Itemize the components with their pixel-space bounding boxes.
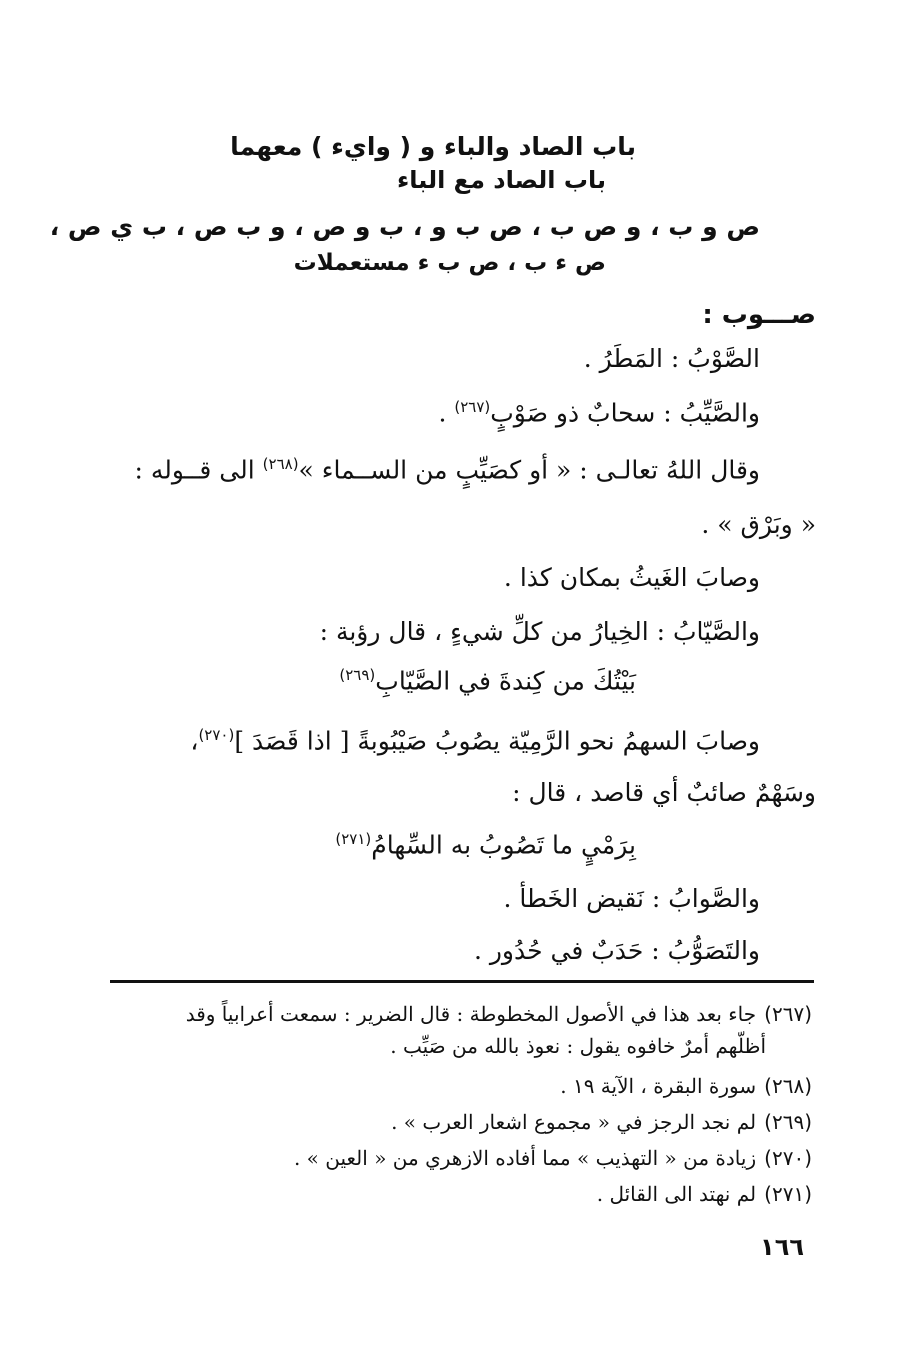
- body-line-text: الصَّوْبُ : المَطَرُ .: [583, 344, 760, 373]
- body-line: [512, 778, 816, 807]
- verse-line: [339, 666, 636, 695]
- body-line: [504, 884, 760, 913]
- body-line-text: والصَّيِّبُ : سحابٌ ذو صَوْبٍ: [490, 398, 760, 428]
- body-line: [438, 398, 760, 427]
- body-line-text: « وبَرْق » .: [701, 510, 816, 539]
- footnote: [186, 1002, 812, 1026]
- footnote-text: جاء بعد هذا في الأصول المخطوطة : قال الضرير : سمعت أعرابياً وقد: [185, 1002, 757, 1026]
- section-title: باب الصاد مع الباء: [397, 166, 606, 194]
- body-line-tail: .: [438, 398, 455, 428]
- body-line-text: وصابَ الغَيثُ بمكان كذا .: [503, 563, 760, 592]
- roots-list-line2: ص ء ب ، ص ب ء مستعملات: [293, 250, 606, 276]
- body-line-text: وصابَ السهمُ نحو الرَّمِيّة يصُوبُ صَيْبُوبةً [ اذا قَصَدَ ]: [234, 726, 760, 756]
- footnote: [560, 1074, 812, 1098]
- footnote-text: لم نهتد الى القائل .: [596, 1182, 757, 1206]
- chapter-title: باب الصاد والباء و ( وايء ) معهما: [230, 132, 636, 161]
- body-line-tail: الى قــوله :: [134, 455, 263, 485]
- page-number: ١٦٦: [760, 1233, 804, 1261]
- verse-text: بَيْتُكَ من كِندةَ في الصَّيّابِ: [375, 666, 636, 696]
- body-line-text: وقال اللهُ تعالـى : « أو كصَيِّبٍ من الســماء »: [298, 455, 760, 485]
- body-line-text: والصَّوابُ : نَقيض الخَطأ .: [503, 884, 760, 913]
- entry-word: صـــوب :: [702, 300, 816, 330]
- body-line: [474, 936, 760, 965]
- footnote: [294, 1146, 812, 1170]
- body-line: [504, 563, 760, 592]
- footnote-text: زيادة من « التهذيب » مما أفاده الازهري من « العين » .: [293, 1146, 757, 1170]
- footnote-ref: (٢٦٧): [454, 398, 491, 416]
- footnote-continuation: أظلّهم أمرٌ خافوه يقول : نعوذ بالله من صَيِّب .: [390, 1034, 766, 1058]
- footnote-ref: (٢٧٠): [198, 726, 235, 744]
- body-line: [320, 617, 760, 646]
- body-line: [584, 344, 760, 373]
- body-line: [701, 510, 816, 539]
- body-line-text: والتَصَوُّبُ : حَدَبٌ في حُدُور .: [473, 936, 760, 965]
- footnote-text: سورة البقرة ، الآية ١٩ .: [560, 1074, 757, 1098]
- body-line: [134, 455, 760, 484]
- footnote-number: (٢٦٨): [764, 1074, 812, 1098]
- body-line: [190, 726, 760, 755]
- body-line-tail: ،: [190, 726, 199, 756]
- body-line-text: وسَهْمٌ صائبٌ أي قاصد ، قال :: [512, 778, 816, 807]
- footnote-number: (٢٦٩): [764, 1110, 812, 1134]
- verse-line: [335, 830, 636, 859]
- footnote-ref: (٢٦٩): [339, 666, 376, 684]
- body-line-text: والصَّيّابُ : الخِيارُ من كلِّ شيءٍ ، قال رؤبة :: [319, 617, 760, 646]
- roots-list-line1: ص و ب ، و ص ب ، ص ب و ، ب و ص ، و ب ص ، ب ي ص ،: [49, 212, 760, 241]
- footnote-number: (٢٦٧): [764, 1002, 812, 1026]
- footnote: [597, 1182, 812, 1206]
- footnote-text: لم نجد الرجز في « مجموع اشعار العرب » .: [391, 1110, 757, 1134]
- footnote: [391, 1110, 812, 1134]
- verse-text: بِرَمْيٍ ما تَصُوبُ به السِّهامُ: [371, 830, 636, 860]
- footnote-number: (٢٧١): [764, 1182, 812, 1206]
- footnote-ref: (٢٦٨): [262, 455, 299, 473]
- footnote-ref: (٢٧١): [335, 830, 372, 848]
- footnote-number: (٢٧٠): [764, 1146, 812, 1170]
- footnote-divider: [110, 980, 814, 983]
